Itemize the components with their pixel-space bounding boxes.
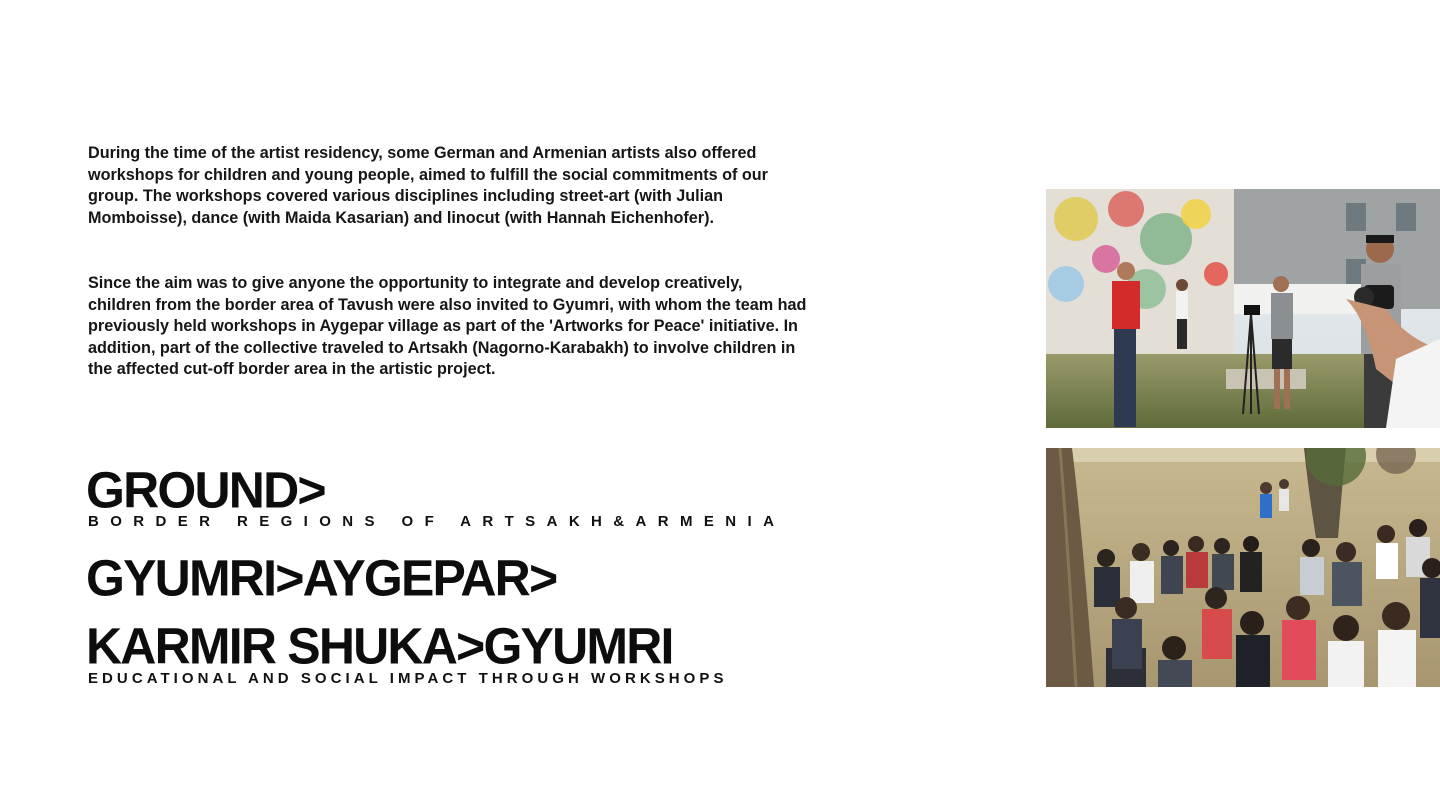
route-heading-line-2: KARMIR SHUKA>GYUMRI — [86, 617, 673, 675]
route-heading-line-1: GYUMRI>AYGEPAR> — [86, 549, 557, 607]
intro-paragraph-2: Since the aim was to give anyone the opportunity to integrate and develop creatively, children from the border area of Tavush were also invited to Gyumri, with whom the team had previously held workshops in Aygepar village as part of the 'Artworks for Peace' initiative. In addition, part of the collective traveled to Artsakh (Nagorno-Karabakh) to involve children in the affected cut-off border area in the artistic project. — [88, 274, 807, 379]
children-workshop-photo — [1046, 448, 1440, 687]
photo-children-workshop-circle-icon — [1046, 448, 1440, 687]
street-art-photo — [1046, 189, 1440, 428]
intro-paragraph-1: During the time of the artist residency, some German and Armenian artists also offered workshops for children and young people, aimed to fulfill the social commitments of our group. The workshops covered various disciplines including street-art (with Julian Momboisse), dance (with Maida Kasarian) and linocut (with Hannah Eichenhofer). — [88, 144, 768, 227]
photo-street-art-filming-icon — [1046, 189, 1440, 428]
ground-heading: GROUND> — [86, 461, 325, 519]
ground-subtitle: BORDER REGIONS OF ARTSAKH&ARMENIA — [88, 513, 786, 530]
route-subtitle: EDUCATIONAL AND SOCIAL IMPACT THROUGH WORKSHOPS — [88, 670, 728, 687]
